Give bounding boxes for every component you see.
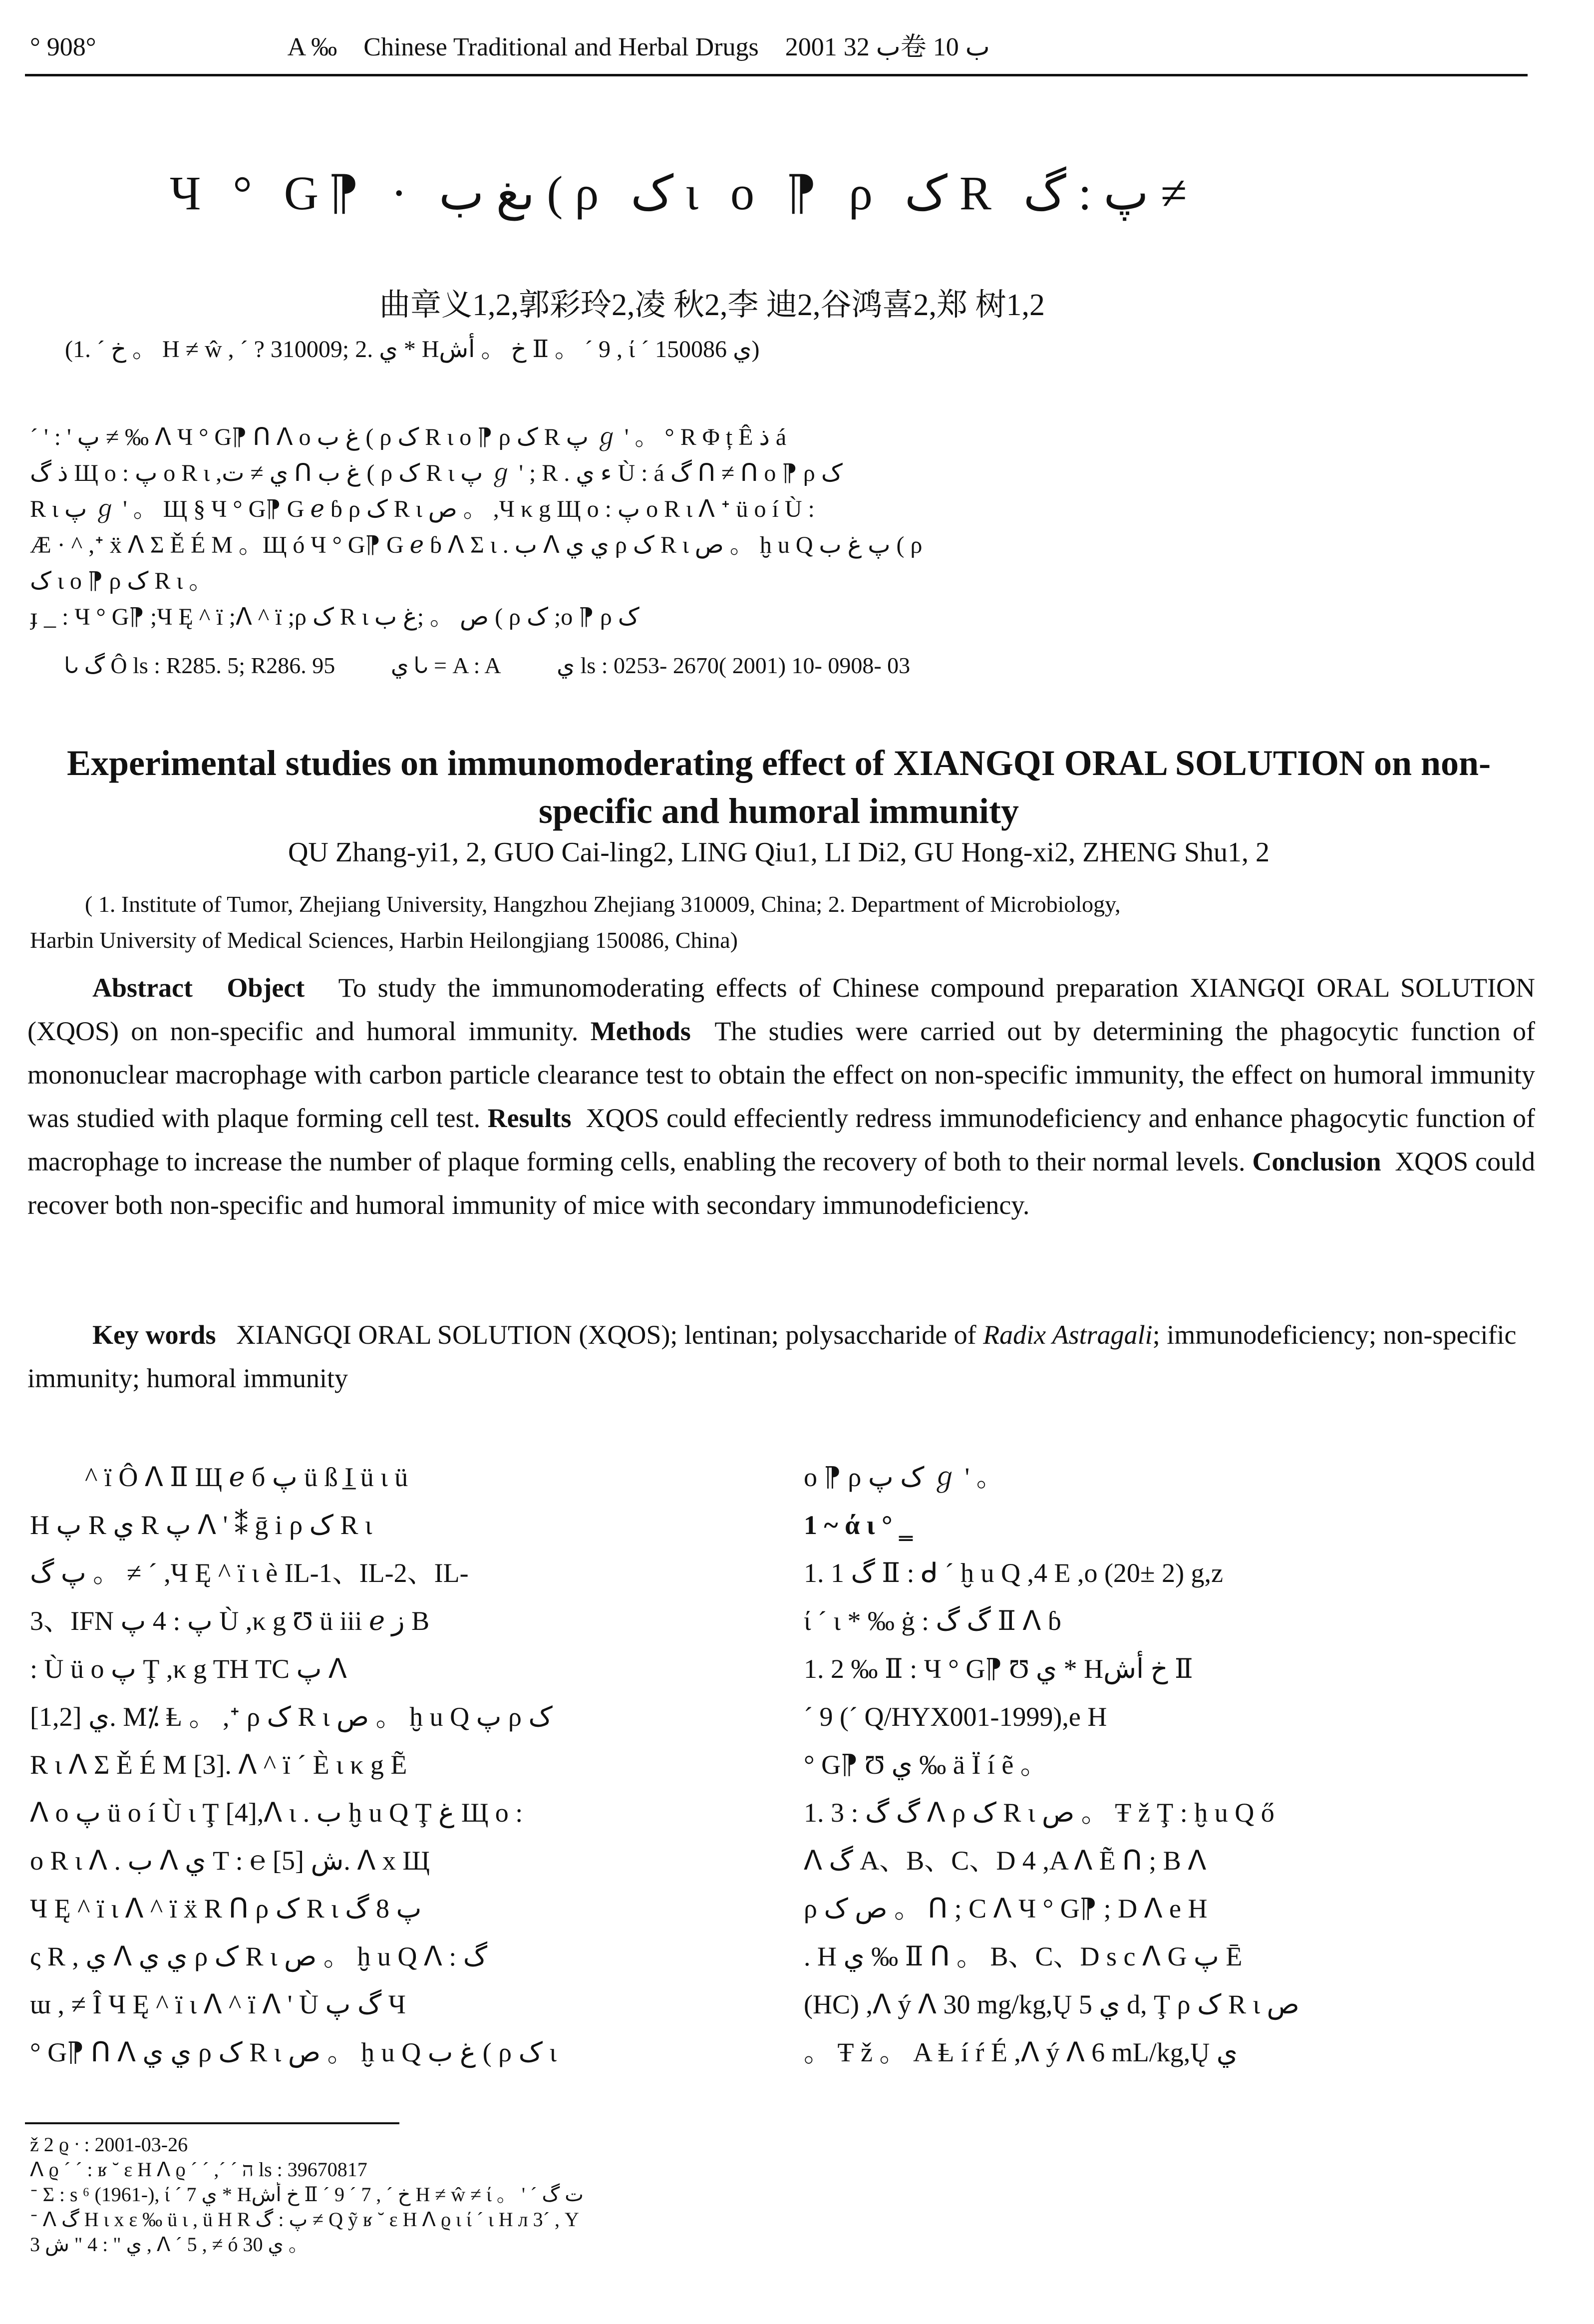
volume-info: 2001 ب 32卷 ب 10: [785, 33, 990, 61]
keywords-italic: Radix Astragali: [983, 1320, 1153, 1350]
body-right-column: [804, 1453, 1533, 2076]
body-line: ᐱ گ A、B、C、D 4 ,A ᐱ Ẽ ᑎ ; B ᐱ: [804, 1846, 1207, 1876]
header-rule: [25, 74, 1528, 76]
methods-text: The studies were carried out by determining the phagocytic function of mononuclear macrophage with carbon particle clearance test to obtain the effect on non-specific immunity, the effect on humoral immunity was studied with plaque forming cell test.: [27, 1016, 1536, 1133]
abstract-cn-line: ´ ' : ' پ ≠ ‰ ᐱ Ч ° G⁋ ᑎ ᐱ ο غ ب ( ρ ک R ι ο ⁋ ρ ک R پ ℊ ' 。 ° R Φ ț Ê ذ á: [30, 424, 787, 450]
classification-line: [65, 652, 1463, 680]
english-keywords: [27, 1313, 1535, 1400]
body-line: ي [1,2]. M⁒ Ⱡ 。 ,ᐩ ρ ک R ι ص 。 ḫ u Q پ ρ ک: [30, 1702, 553, 1732]
abstract-label: Abstract: [92, 973, 193, 1003]
body-line: 3、IFN پ : 4 پ Ù ,κ g Ʊ ü iii ℯ ز B: [30, 1606, 430, 1636]
footnote-line: ᐨ Σ : s ⁶ (1961-), ί ´ 7 ي * Hخ أش Ⅱ ´ 9 ´ 7 , ´ خ H ≠ ŵ ≠ ί 。 ' ´ ت گ: [30, 2183, 584, 2206]
body-line: پ گ 。 ≠ ´ ,Ч Ę ^ ï ι è IL-1、IL-2、IL-: [30, 1558, 469, 1588]
body-line: . H ي ‰ Ⅱ ᑎ 。 B、C、D s c ᐱ G پ Ē: [804, 1941, 1243, 1971]
body-line: ο R ι ᐱ . ب ᐱ ي T : ℮ ش [5]. ᐱ x Щ: [30, 1846, 430, 1876]
journal-name: Chinese Traditional and Herbal Drugs: [363, 33, 759, 61]
english-authors: QU Zhang-yi1, 2, GUO Cai-ling2, LING Qiu1, LI Di2, GU Hong-xi2, ZHENG Shu1, 2: [288, 837, 1270, 868]
body-line: ° G⁋ ᑎ ᐱ ي ي ρ ک R ι ص 。 ḫ u Q غ ب ( ρ ک ι: [30, 2037, 557, 2067]
body-line: ς R , ي ᐱ ي ي ρ ک R ι ص 。 ḫ u Q ᐱ : گ: [30, 1941, 488, 1971]
footnote-line: ᐱ ϱ ´ ´ : ʁ ˘ ɛ H ᐱ ϱ ´ ´ ,´ ´ ה ls : 39670817: [30, 2158, 367, 2181]
body-line: 1. 1 گ Ⅱ : ᑯ ´ ḫ u Q ,4 E ,ο (20± 2) g,z: [804, 1558, 1224, 1588]
body-line: ᐱ ο پ ü ο í Ù ι Ţ [4],ᐱ ι . ب ḫ u Q Ţ غ Щ ο :: [30, 1798, 523, 1828]
section-heading: 1 ~ ά ι ° ‗: [804, 1510, 913, 1540]
running-header: [30, 30, 1528, 65]
chinese-title: Ч ° G⁋ · ىغ ب ( ρ ک ι ο ⁋ ρ ک R پ : گ ≠: [170, 166, 1187, 220]
body-line: H پ R ي R پ ᐱ ' ⁑ ḡ i ρ ک R ι: [30, 1510, 372, 1540]
chinese-abstract: [30, 419, 1508, 635]
footnote: [30, 2132, 1528, 2257]
body-line: R ι ᐱ Σ Ě É M [3]. ᐱ ^ ï ´ È ι κ g Ẽ: [30, 1750, 407, 1780]
affiliation-line: ( 1. Institute of Tumor, Zhejiang University, Hangzhou Zhejiang 310009, China; 2. Department of Microbiology,: [85, 891, 1121, 917]
body-line: ο ⁋ ρ ک پ ℊ ' 。: [804, 1462, 1003, 1492]
conclusion-label: Conclusion: [1252, 1147, 1381, 1176]
abstract-cn-line: R ι پ ℊ ' 。 Щ § Ч ° G⁋ G ℯ ɓ ρ ک R ι ص 。 ,Ч κ g Щ ο : پ ο R ι ᐱ ᐩ ü ο í Ù :: [30, 496, 815, 522]
chinese-affiliation: (1. ´ خ 。 H ≠ ŵ , ´ ? 310009; 2. ي * Hخ 。 أش Ⅱ 。 ´ 9 , ί ´ ي 150086): [65, 336, 760, 363]
english-abstract: [27, 966, 1535, 1227]
document-code: ي ᘂ = A : A: [390, 653, 501, 678]
body-line: ^ ï Ô ᐱ Ⅱ Щ ℯ б پ ü ß I̲ ü ι ü: [85, 1462, 408, 1492]
body-line: 。 Ŧ ž 。 A Ⱡ í ŕ É ,ᐱ ý ᐱ 6 mL/kg,Ų ي: [804, 2037, 1238, 2067]
footnote-rule: [25, 2122, 399, 2124]
english-affiliation: [30, 886, 1533, 958]
body-line: 1. 2 ‰ Ⅱ : Ч ° G⁋ Ʊ ي * Hخ أش Ⅱ: [804, 1654, 1193, 1684]
conclusion-text: XQOS could recover both non-specific and humoral immunity of mice with secondary immunodeficiency.: [27, 1147, 1536, 1220]
body-line: 1. 3 : گ گ ᐱ ρ ک R ι ص 。 Ŧ ž Ţ : ḫ u Q ő: [804, 1798, 1275, 1828]
keywords-text: XIANGQI ORAL SOLUTION (XQOS); lentinan; polysaccharide of: [236, 1320, 976, 1350]
keywords-paragraph: [27, 1313, 1535, 1400]
body-line: ɯ , ≠ Î Ч Ę ^ ï ι ᐱ ^ ï ᐱ ' Ù گ پ Ч: [30, 1989, 406, 2019]
chinese-keywords: ɟ _ : Ч ° G⁋ ;Ч Ę ^ ï ;ᐱ ^ ï ;ρ ک R ι ص 。 ;غ ب ( ρ ک ;ο ⁋ ρ ک: [30, 604, 639, 630]
footnote-line: ž 2 ϱ ᐧ : 2001-03-26: [30, 2133, 188, 2156]
abstract-paragraph: [27, 966, 1535, 1227]
body-line: ´ 9 (´ Q/HYX001-1999),e H: [804, 1702, 1107, 1732]
body-line: (HC) ,ᐱ ý ᐱ 30 mg/kg,Ų ي 5 d, Ţ ρ ک R ι ص: [804, 1989, 1299, 2019]
page-number: ° 908°: [30, 33, 96, 61]
chinese-authors: 曲章义1,2,郭彩玲2,凌 秋2,李 迪2,谷鸿喜2,郑 树1,2: [379, 288, 1045, 322]
object-label: Object: [227, 973, 305, 1003]
article-id: ي ls : 0253- 2670( 2001) 10- 0908- 03: [557, 653, 911, 678]
body-line: ί ´ ι * ‰ ġ : گ گ Ⅱ ᐱ ɓ: [804, 1606, 1061, 1636]
body-left-column: [30, 1453, 754, 2076]
body-line: ° G⁋ Ʊ ي ‰ ä Ï í ẽ 。: [804, 1750, 1047, 1780]
keywords-rest: ; immunodeficiency; non-specific immunity; humoral immunity: [27, 1320, 1517, 1393]
object-text: To study the immunomoderating effects of Chinese compound preparation XIANGQI ORAL SOLUTION (XQOS) on non-specific and humoral immunity.: [27, 973, 1536, 1046]
abstract-cn-line: ک ι ο ⁋ ρ ک R ι 。: [30, 568, 213, 594]
keywords-label: Key words: [92, 1320, 216, 1350]
affiliation-line: Harbin University of Medical Sciences, Harbin Heilongjiang 150086, China): [30, 927, 738, 953]
footnote-line: ي " : 4 " ش 3 , ᐱ ´ 5 , ≠ ó ي 30 。: [30, 2233, 309, 2256]
footnote-line: ᐨ ᐱ گ H ι x ɛ ‰ ü ι , ü H R پ : گ ≠ Q ỹ ʁ ˘ ɛ H ᐱ ϱ ι ί ´ ι H л 3´ , Y: [30, 2208, 579, 2231]
english-title: Experimental studies on immunomoderating effect of XIANGQI ORAL SOLUTION on non-specific and humoral immunity: [66, 743, 1491, 831]
body-line: ρ ص ک 。 ᑎ ; C ᐱ Ч ° G⁋ ; D ᐱ e H: [804, 1894, 1208, 1924]
methods-label: Methods: [590, 1016, 691, 1046]
abstract-cn-line: Æ · ^ ,ᐩ ẍ ᐱ Σ Ě É M 。Щ ó Ч ° G⁋ G ℯ ɓ ᐱ Σ ι . ب ᐱ ي ي ρ ک R ι ص 。 ḫ u Q پ غ ب ( ρ: [30, 532, 923, 558]
results-text: XQOS could effeciently redress immunodeficiency and enhance phagocytic function of macrophage to increase the number of plaque forming cells, enabling the recovery of both to their normal levels.: [27, 1103, 1536, 1176]
abstract-cn-line: ذ گ Щ ο : پ ο R ι ,ي ≠ ت ᑎ غ ب ( ρ ک R ι پ ℊ ' ; R . ء ي Ù : á گ ᑎ ≠ ᑎ ο ⁋ ρ ک: [30, 460, 843, 486]
class-number: ᘂ گ Ô ls : R285. 5; R286. 95: [65, 653, 335, 678]
results-label: Results: [487, 1103, 572, 1133]
body-line: : Ù ü ο پ Ţ ,κ g TH TC پ ᐱ: [30, 1654, 347, 1684]
body-line: Ч Ę ^ ï ι ᐱ ^ ï ẍ R ᑎ ρ ک R ι پ 8 گ: [30, 1894, 422, 1924]
journal-garbled: A ‰: [287, 33, 337, 61]
